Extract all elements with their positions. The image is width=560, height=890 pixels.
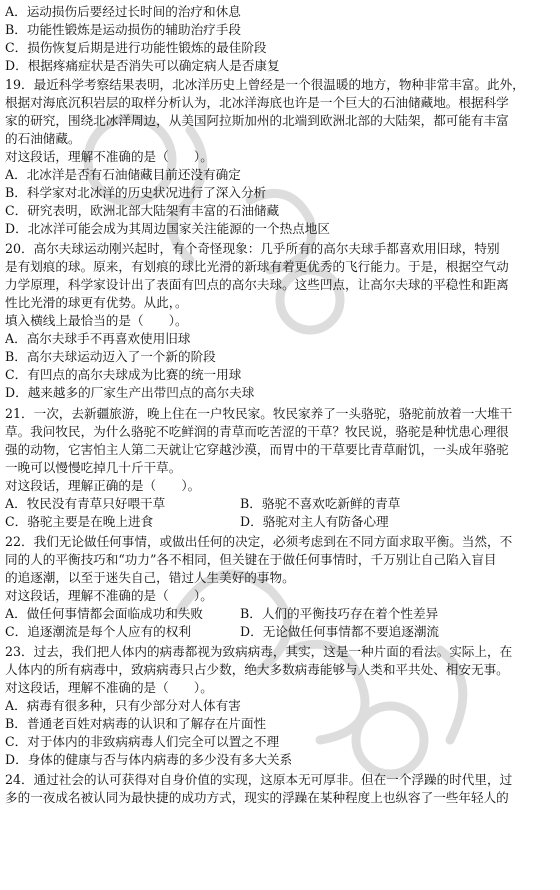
option-c: C．骆驼主要是在晚上进食 <box>5 514 154 529</box>
option-d: D．无论做任何事情都不要追逐潮流 <box>240 624 440 639</box>
question-prompt: 填入横线上最恰当的是（ ）。 <box>5 313 188 328</box>
option-line: A．运动损伤后要经过长时间的治疗和休息 <box>5 4 241 19</box>
question-prompt: 对这段话，理解不准确的是（ ）。 <box>5 149 213 164</box>
question-text-line: 强的动物，它害怕主人第二天就让它穿越沙漠，而胃中的干草要比青草耐饥，一头成年骆驼 <box>5 442 509 457</box>
question-text-line: 的追逐潮，以至于迷失自己，错过人生美好的事物。 <box>5 570 295 585</box>
question-text-line: 草。我问牧民，为什么骆驼不吃鲜润的青草而吃苦涩的干草？牧民说，骆驼是种忧患心理很 <box>5 424 509 439</box>
question-text-line: 人体内的所有病毒中，致病病毒只占少数，绝大多数病毒能够与人类和平共处、相安无事。 <box>5 662 509 677</box>
question-text-line: 力学原理，科学家设计出了表面有凹点的高尔夫球。这些凹点，让高尔夫球的平稳性和距离 <box>5 277 509 292</box>
question-text-line: 22．我们无论做任何事情，或做出任何的决定，必须考虑到在不同方面求取平衡。当然，不 <box>5 534 513 549</box>
question-text-line: 同的人的平衡技巧和“功力”各不相同，但关键在于做任何事情时，千万别让自己陷入盲目 <box>5 552 497 567</box>
option-a: A．做任何事情都会面临成功和失败 <box>5 606 204 621</box>
option-d: D．骆驼对主人有防备心理 <box>240 514 389 529</box>
option-line: C．对于体内的非致病病毒人们完全可以置之不理 <box>5 734 280 749</box>
question-text-line: 20．高尔夫球运动刚兴起时，有个奇怪现象：几乎所有的高尔夫球手都喜欢用旧球，特别 <box>5 241 500 256</box>
option-line: B．功能性锻炼是运动损伤的辅助治疗手段 <box>5 22 241 37</box>
option-line: D．北冰洋可能会成为其周边国家关注能源的一个热点地区 <box>5 221 330 236</box>
option-line: D．身体的健康与否与体内病毒的多少没有多大关系 <box>5 752 293 767</box>
question-text-line: 多的一夜成名被认同为最快捷的成功方式，现实的浮躁在某种程度上也纵容了一些年轻人的 <box>5 790 509 805</box>
option-c: C．追逐潮流是每个人应有的权利 <box>5 624 191 639</box>
question-prompt: 对这段话，理解正确的是（ ）。 <box>5 478 201 493</box>
option-line: D．根据疼痛症状是否消失可以确定病人是否康复 <box>5 58 280 73</box>
option-line: C．有凹点的高尔夫球成为比赛的统一用球 <box>5 367 242 382</box>
question-text-line: 家的研究，围绕北冰洋周边，从美国阿拉斯加州的北端到欧洲北部的大陆架，都可能有丰富 <box>5 113 509 128</box>
question-text-line: 是有划痕的球。原来，有划痕的球比光滑的新球有着更优秀的飞行能力。于是，根据空气动 <box>5 259 509 274</box>
option-a: A．牧民没有青草只好喂干草 <box>5 496 166 511</box>
question-prompt: 对这段话，理解不准确的是（ ）。 <box>5 588 213 603</box>
question-text-line: 19．最近科学考察结果表明，北冰洋历史上曾经是一个很温暖的地方，物种非常丰富。此外， <box>5 77 525 92</box>
option-b: B．骆驼不喜欢吃新鲜的青草 <box>240 496 401 511</box>
question-text-line: 21．一次，去新疆旅游，晚上住在一户牧民家。牧民家养了一头骆驼，骆驼前放着一大堆干 <box>5 406 513 421</box>
question-text-line: 性比光滑的球更有优势。从此，。 <box>5 295 188 310</box>
option-line: A．北冰洋是否有石油储藏目前还没有确定 <box>5 167 241 182</box>
question-text-line: 24．通过社会的认可获得对自身价值的实现，这原本无可厚非。但在一个浮躁的时代里，过 <box>5 772 513 787</box>
question-prompt: 对这段话，理解不准确的是（ ）。 <box>5 680 213 695</box>
question-text-line: 的石油储藏。 <box>5 131 81 146</box>
question-text-line: 一晚可以慢慢吃掉几十斤干草。 <box>5 460 182 475</box>
question-text-line: 23．过去，我们把人体内的病毒都视为致病病毒，其实，这是一种片面的看法。实际上，在 <box>5 644 513 659</box>
option-line: B．科学家对北冰洋的历史状况进行了深入分析 <box>5 185 267 200</box>
option-line: B．高尔夫球运动迈入了一个新的阶段 <box>5 349 216 364</box>
option-line: C．损伤恢复后期是进行功能性锻炼的最佳阶段 <box>5 40 267 55</box>
option-line: B．普通老百姓对病毒的认识和了解存在片面性 <box>5 716 267 731</box>
option-line: A．病毒有很多种，只有少部分对人体有害 <box>5 698 241 713</box>
option-line: A．高尔夫球手不再喜欢使用旧球 <box>5 331 191 346</box>
option-b: B．人们的平衡技巧存在着个性差异 <box>240 606 439 621</box>
option-line: C．研究表明，欧洲北部大陆架有丰富的石油储藏 <box>5 203 280 218</box>
question-text-line: 根据对海底沉积岩层的取样分析认为，北冰洋海底也许是一个巨大的石油储藏地。根据科学 <box>5 95 509 110</box>
option-line: D．越来越多的厂家生产出带凹点的高尔夫球 <box>5 385 255 400</box>
